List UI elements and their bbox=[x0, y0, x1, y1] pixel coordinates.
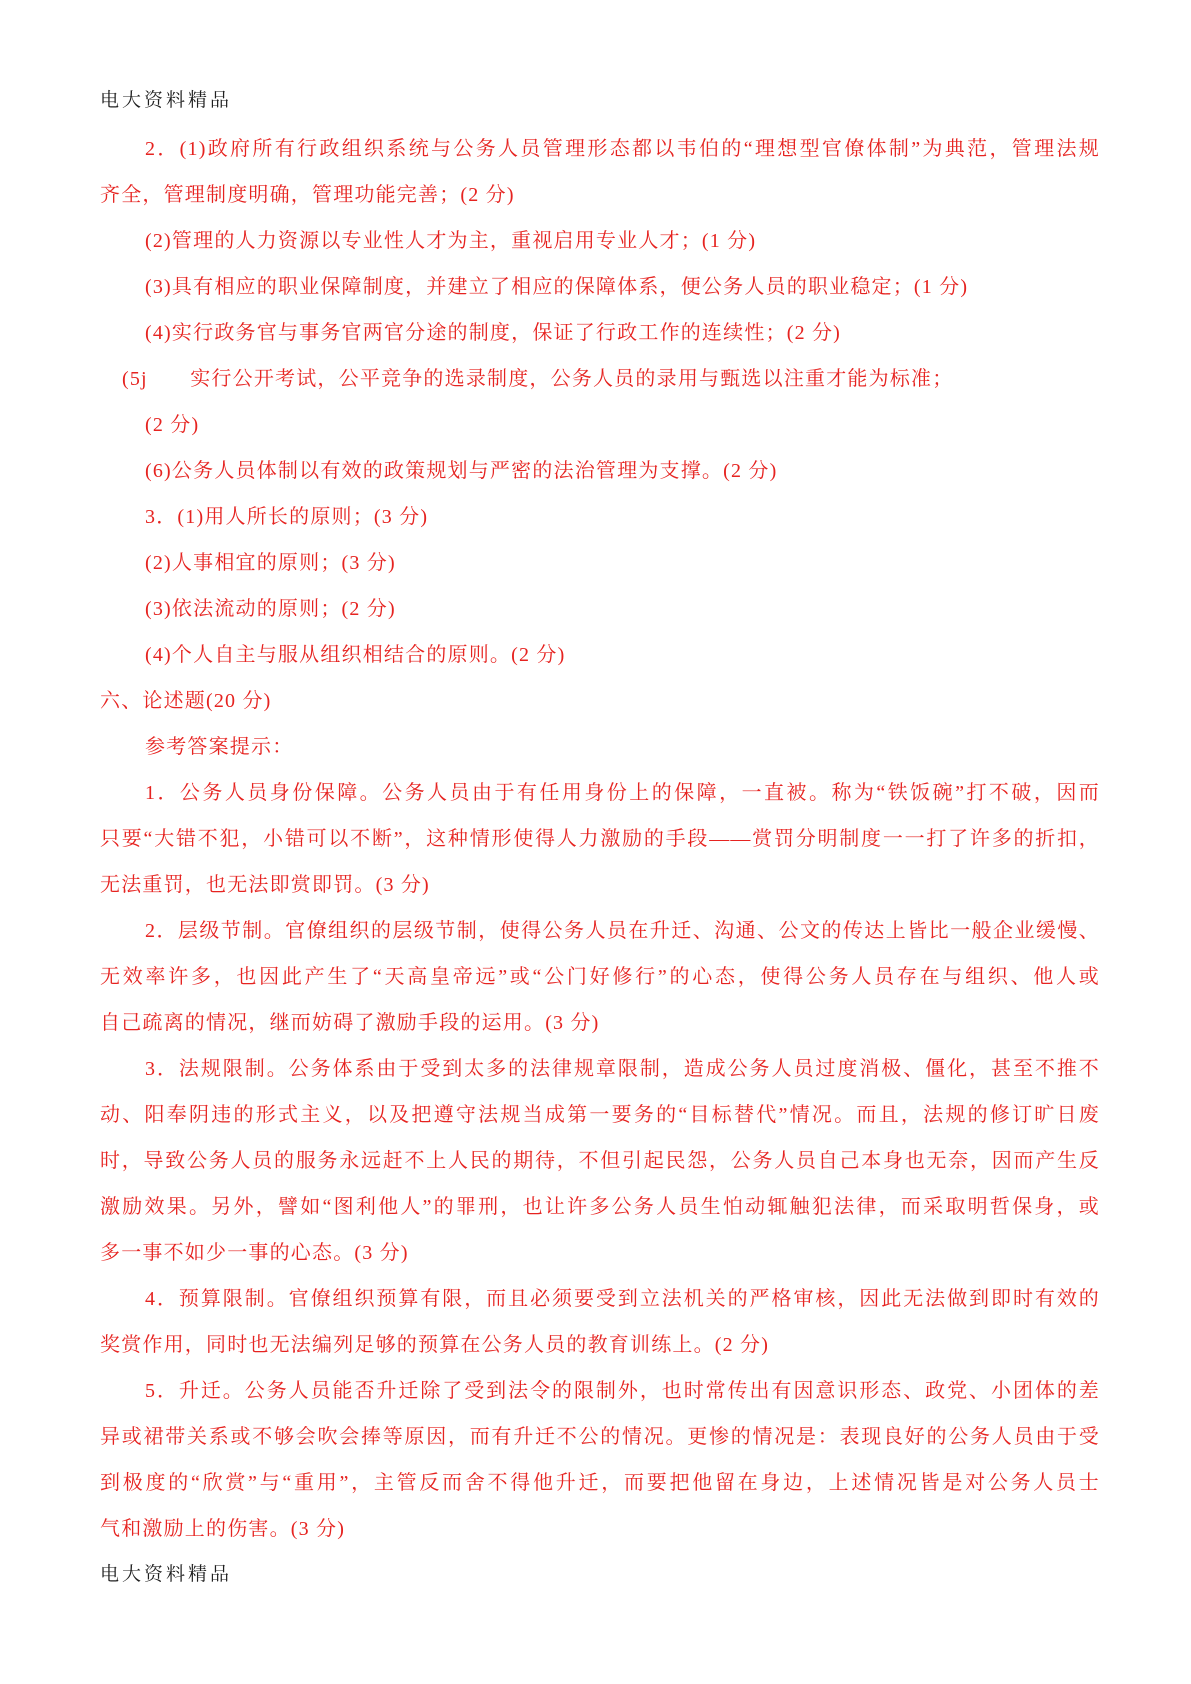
doc-line: 自己疏离的情况，继而妨碍了激励手段的运用。(3 分) bbox=[100, 1012, 600, 1034]
doc-line: (2)管理的人力资源以专业性人才为主，重视启用专业人才；(1 分) bbox=[145, 230, 757, 252]
doc-line: (2 分) bbox=[145, 414, 200, 436]
doc-line: 4．预算限制。官僚组织预算有限，而且必须要受到立法机关的严格审核，因此无法做到即时有效的 bbox=[145, 1288, 1100, 1310]
doc-line: 多一事不如少一事的心态。(3 分) bbox=[100, 1242, 409, 1264]
doc-line: 时，导致公务人员的服务永远赶不上人民的期待，不但引起民怨，公务人员自己本身也无奈，因而产生反 bbox=[100, 1150, 1100, 1172]
doc-line: (4)个人自主与服从组织相结合的原则。(2 分) bbox=[145, 644, 566, 666]
doc-line: (6)公务人员体制以有效的政策规划与严密的法治管理为支撑。(2 分) bbox=[145, 460, 778, 482]
doc-line: 齐全，管理制度明确，管理功能完善；(2 分) bbox=[100, 184, 515, 206]
doc-line: 无法重罚，也无法即赏即罚。(3 分) bbox=[100, 874, 430, 896]
doc-line: (2)人事相宜的原则；(3 分) bbox=[145, 552, 396, 574]
doc-line: 只要“大错不犯，小错可以不断”，这种情形使得人力激励的手段——赏罚分明制度一一打了许多的折扣， bbox=[100, 828, 1100, 850]
doc-line: 异或裙带关系或不够会吹会捧等原因，而有升迁不公的情况。更惨的情况是：表现良好的公务人员由于受 bbox=[100, 1426, 1100, 1448]
section-heading: 六、论述题(20 分) bbox=[100, 690, 272, 712]
doc-line: 到极度的“欣赏”与“重用”，主管反而舍不得他升迁，而要把他留在身边，上述情况皆是对公务人员士 bbox=[100, 1472, 1100, 1494]
doc-line: 参考答案提示： bbox=[145, 736, 294, 758]
doc-line: 3．(1)用人所长的原则；(3 分) bbox=[145, 506, 429, 528]
doc-line: 5．升迁。公务人员能否升迁除了受到法令的限制外，也时常传出有因意识形态、政党、小团体的差 bbox=[145, 1380, 1100, 1402]
doc-line: (3)具有相应的职业保障制度，并建立了相应的保障体系，便公务人员的职业稳定；(1 分) bbox=[145, 276, 969, 298]
doc-line: (5j 实行公开考试，公平竞争的选录制度，公务人员的录用与甄选以注重才能为标准； bbox=[122, 368, 954, 390]
doc-line: 2．(1)政府所有行政组织系统与公务人员管理形态都以韦伯的“理想型官僚体制”为典范，管理法规 bbox=[145, 138, 1100, 160]
doc-line: 2．层级节制。官僚组织的层级节制，使得公务人员在升迁、沟通、公文的传达上皆比一般企业缓慢、 bbox=[145, 920, 1100, 942]
watermark-header: 电大资料精品 bbox=[100, 90, 233, 111]
answer-text-block bbox=[100, 126, 1100, 1552]
doc-line: (4)实行政务官与事务官两官分途的制度，保证了行政工作的连续性；(2 分) bbox=[145, 322, 842, 344]
doc-line: 动、阳奉阴违的形式主义，以及把遵守法规当成第一要务的“目标替代”情况。而且，法规的修订旷日废 bbox=[100, 1104, 1100, 1126]
doc-line: 奖赏作用，同时也无法编列足够的预算在公务人员的教育训练上。(2 分) bbox=[100, 1334, 770, 1356]
doc-line: (3)依法流动的原则；(2 分) bbox=[145, 598, 396, 620]
doc-line: 1．公务人员身份保障。公务人员由于有任用身份上的保障，一直被。称为“铁饭碗”打不破，因而 bbox=[145, 782, 1100, 804]
watermark-footer: 电大资料精品 bbox=[100, 1564, 233, 1585]
doc-line: 无效率许多，也因此产生了“天高皇帝远”或“公门好修行”的心态，使得公务人员存在与组织、他人或 bbox=[100, 966, 1100, 988]
doc-line: 3．法规限制。公务体系由于受到太多的法律规章限制，造成公务人员过度消极、僵化，甚至不推不 bbox=[145, 1058, 1100, 1080]
doc-line: 气和激励上的伤害。(3 分) bbox=[100, 1518, 346, 1540]
doc-line: 激励效果。另外，譬如“图利他人”的罪刑，也让许多公务人员生怕动辄触犯法律，而采取明哲保身，或 bbox=[100, 1196, 1100, 1218]
